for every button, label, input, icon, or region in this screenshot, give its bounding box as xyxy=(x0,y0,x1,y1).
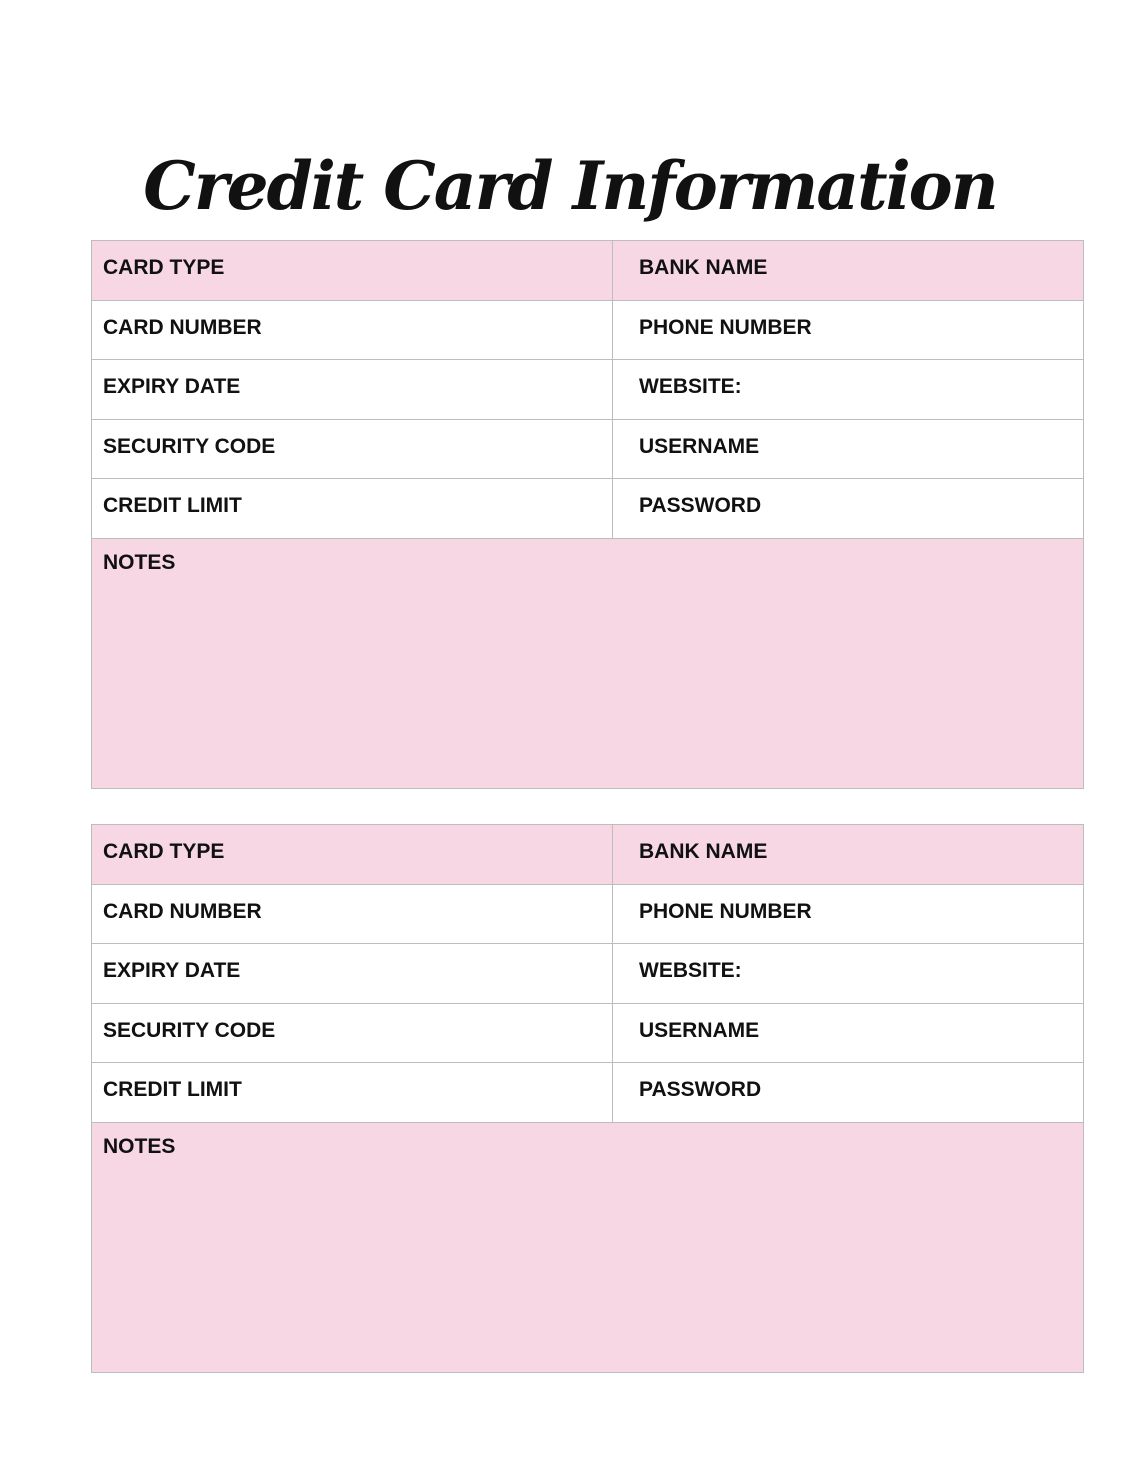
notes-label: NOTES xyxy=(103,1134,176,1158)
notes-label: NOTES xyxy=(103,550,176,574)
bank-name-field[interactable]: BANK NAME xyxy=(639,840,768,863)
username-field[interactable]: USERNAME xyxy=(639,434,760,458)
security-code-field[interactable]: SECURITY CODE xyxy=(92,1004,613,1063)
credit-limit-field[interactable]: CREDIT LIMIT xyxy=(92,479,613,538)
credit-card-table-2 xyxy=(91,824,1084,1373)
expiry-date-row xyxy=(92,944,1083,1004)
notes-area[interactable] xyxy=(92,1123,1083,1372)
phone-number-field[interactable]: PHONE NUMBER xyxy=(639,899,812,923)
card-type-row xyxy=(92,241,1083,301)
card-type-field[interactable]: CARD TYPE xyxy=(92,825,613,884)
security-code-row xyxy=(92,420,1083,480)
card-type-field[interactable]: CARD TYPE xyxy=(92,241,613,300)
security-code-field[interactable]: SECURITY CODE xyxy=(92,420,613,479)
password-field[interactable]: PASSWORD xyxy=(639,1078,762,1101)
website-field[interactable]: WEBSITE: xyxy=(639,959,742,982)
page-title: Credit Card Information xyxy=(143,147,997,226)
card-number-row xyxy=(92,301,1083,361)
expiry-date-field[interactable]: EXPIRY DATE xyxy=(92,360,613,419)
notes-area[interactable] xyxy=(92,539,1083,788)
security-code-row xyxy=(92,1004,1083,1064)
card-type-row xyxy=(92,825,1083,885)
card-number-row xyxy=(92,885,1083,945)
card-number-field[interactable]: CARD NUMBER xyxy=(92,885,613,944)
credit-limit-field[interactable]: CREDIT LIMIT xyxy=(92,1063,613,1122)
card-number-field[interactable]: CARD NUMBER xyxy=(92,301,613,360)
credit-limit-row xyxy=(92,1063,1083,1123)
password-field[interactable]: PASSWORD xyxy=(639,494,762,517)
expiry-date-row xyxy=(92,360,1083,420)
phone-number-field[interactable]: PHONE NUMBER xyxy=(639,315,812,339)
website-field[interactable]: WEBSITE: xyxy=(639,375,742,398)
credit-limit-row xyxy=(92,479,1083,539)
username-field[interactable]: USERNAME xyxy=(639,1018,760,1042)
credit-card-table-1 xyxy=(91,240,1084,789)
bank-name-field[interactable]: BANK NAME xyxy=(639,256,768,279)
expiry-date-field[interactable]: EXPIRY DATE xyxy=(92,944,613,1003)
